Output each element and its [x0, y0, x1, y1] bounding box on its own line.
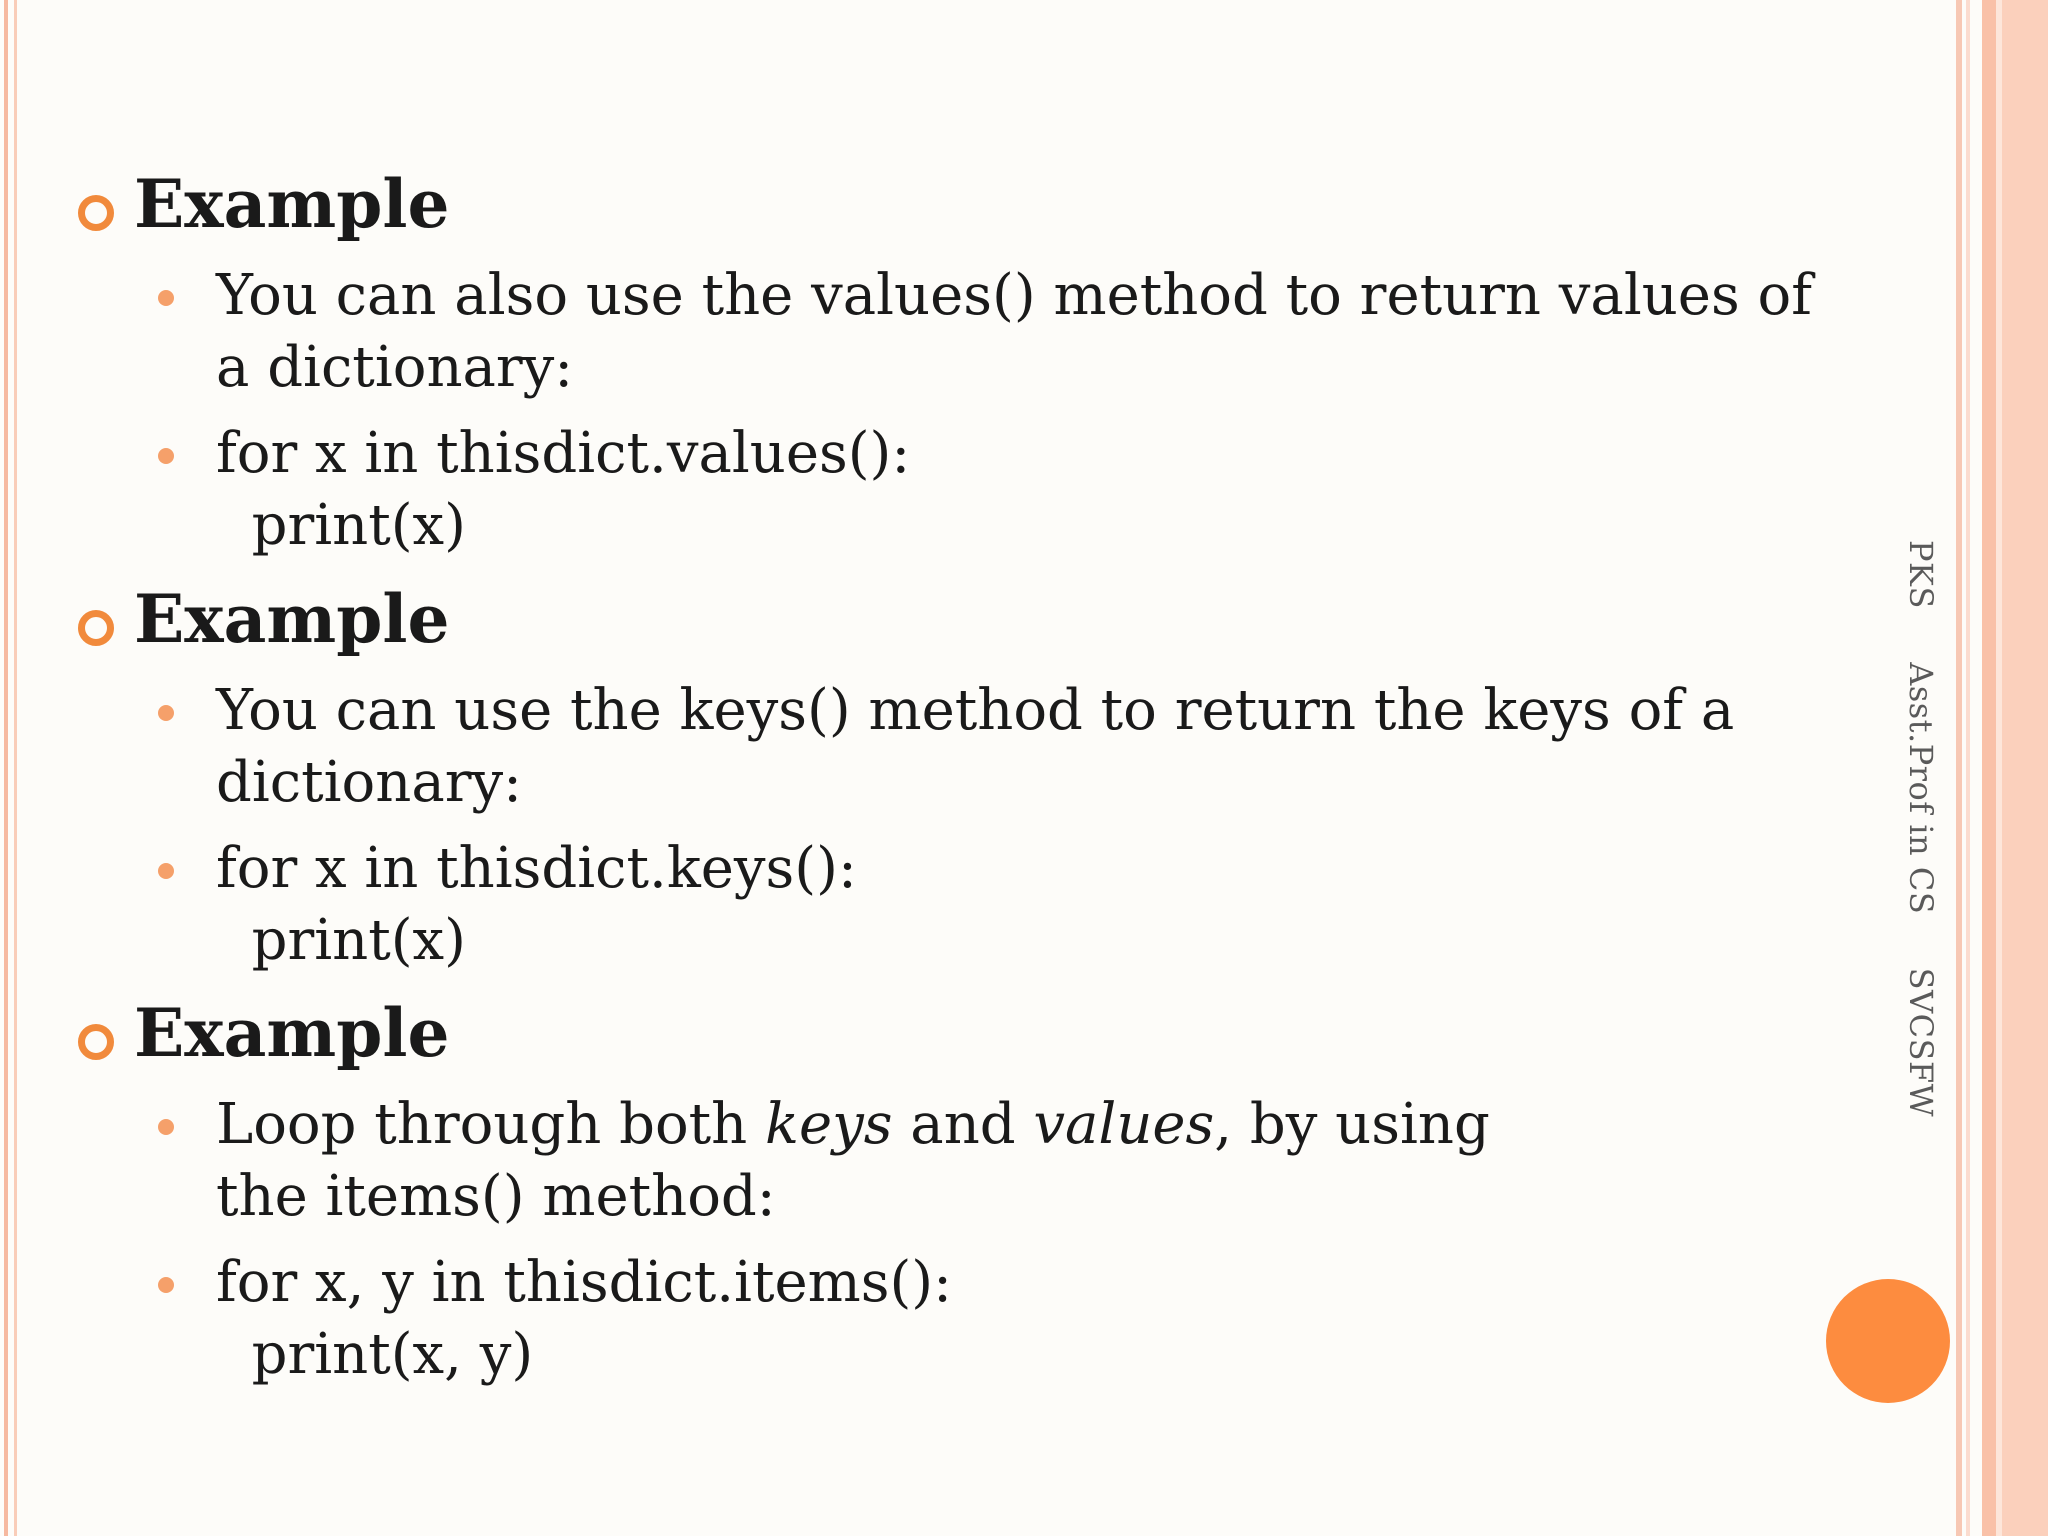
bullet-text: You can use the keys() method to return the keys of a dictionary:	[216, 678, 1735, 815]
left-border-line	[4, 0, 8, 1536]
emphasis-values: values	[1033, 1092, 1215, 1157]
section-heading: Example	[134, 994, 450, 1072]
left-border-line-inner	[14, 0, 17, 1536]
bullet-dot-icon	[158, 448, 174, 464]
ring-bullet-icon	[78, 610, 114, 646]
code-line: print(x, y)	[216, 1322, 534, 1387]
code-line: for x in thisdict.keys():	[216, 836, 857, 901]
decorative-circle	[1826, 1279, 1950, 1403]
code-bullet	[216, 1247, 1836, 1391]
bullet-dot-icon	[158, 290, 174, 306]
ring-bullet-icon	[78, 195, 114, 231]
bullet-dot-icon	[158, 1277, 174, 1293]
code-line: for x, y in thisdict.items():	[216, 1250, 953, 1315]
code-line: print(x)	[216, 908, 466, 973]
bullet-dot-icon	[158, 1119, 174, 1135]
code-bullet	[216, 833, 1836, 977]
right-border-stripe	[2002, 0, 2048, 1536]
right-border-stripe	[1982, 0, 1996, 1536]
ring-bullet-icon	[78, 1024, 114, 1060]
bullet-text: You can also use the values() method to return values of a dictionary:	[216, 263, 1812, 400]
text-line: the items() method:	[216, 1164, 776, 1229]
section-heading: Example	[134, 580, 450, 658]
code-line: for x in thisdict.values():	[216, 421, 911, 486]
footer-text: PKS Asst.Prof in CS SVCSFW	[1902, 540, 1940, 1118]
bullet-dot-icon	[158, 705, 174, 721]
code-line: print(x)	[216, 493, 466, 558]
text-run: , by using	[1214, 1092, 1490, 1157]
code-bullet	[216, 418, 1836, 562]
bullet-dot-icon	[158, 863, 174, 879]
section-heading: Example	[134, 165, 450, 243]
text-run: Loop through both	[216, 1092, 766, 1157]
text-run: and	[892, 1092, 1034, 1157]
emphasis-keys: keys	[765, 1092, 893, 1157]
vertical-footer	[1900, 540, 1960, 1140]
bullet-text	[216, 1089, 1836, 1233]
right-border-stripe	[1966, 0, 1970, 1536]
